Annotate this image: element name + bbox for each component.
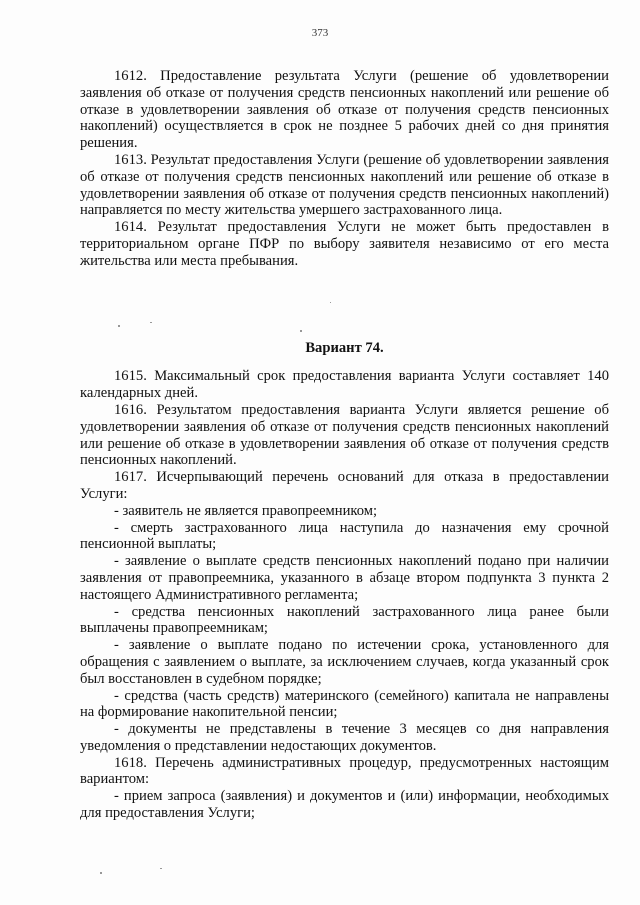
refusal-ground-item: - средства (часть средств) материнского (семейного) капитала не направлены на формирование накопительной пенсии; bbox=[80, 687, 609, 721]
paragraph-1617: 1617. Исчерпывающий перечень оснований для отказа в предоставлении Услуги: bbox=[80, 469, 609, 502]
variant-heading: Вариант 74. bbox=[305, 339, 384, 356]
scan-speck bbox=[330, 302, 331, 303]
paragraph-1612: 1612. Предоставление результата Услуги (решение об удовлетворении заявления об отказе от получения средств пенсионных накоплений или решение об отказе в удовлетворении заявления об отказе от получения средств пенсионных накоплений) осуществляется в срок не позднее 5 рабочих дней со дня принятия решения. bbox=[80, 68, 609, 152]
refusal-ground-item: - документы не представлены в течение 3 месяцев со дня направления уведомления о представлении недостающих документов. bbox=[80, 721, 609, 754]
scan-speck bbox=[100, 872, 102, 874]
refusal-ground-item: - средства пенсионных накоплений застрахованного лица ранее были выплачены правопреемникам; bbox=[80, 603, 609, 637]
paragraph-1614: 1614. Результат предоставления Услуги не может быть предоставлен в территориальном органе ПФР по выбору заявителя независимо от его места жительства или места пребывания. bbox=[80, 219, 609, 269]
paragraph-1613: 1613. Результат предоставления Услуги (решение об удовлетворении заявления об отказе от получения средств пенсионных накоплений или решение об отказе в удовлетворении заявления об отказе от получения средств пенсионных накоплений) направляется по месту жительства умершего застрахованного лица. bbox=[80, 151, 609, 219]
refusal-ground-item: - смерть застрахованного лица наступила до назначения ему срочной пенсионной выплаты; bbox=[80, 519, 609, 553]
scan-speck bbox=[160, 868, 162, 869]
procedure-item: - прием запроса (заявления) и документов и (или) информации, необходимых для предоставления Услуги; bbox=[80, 788, 609, 822]
page-number: 373 bbox=[311, 27, 329, 39]
refusal-ground-item: - заявитель не является правопреемником; bbox=[114, 502, 378, 519]
paragraph-1616: 1616. Результатом предоставления варианта Услуги является решение об удовлетворении заявления об отказе от получения средств пенсионных накоплений или решение об отказе в удовлетворении заявления об отказе от получения средств пенсионных накоплений. bbox=[80, 401, 609, 469]
scan-speck bbox=[118, 325, 120, 327]
refusal-ground-item: - заявление о выплате подано по истечении срока, установленного для обращения с заявлением о выплате, за исключением случаев, когда указанный срок был восстановлен в судебном порядке; bbox=[80, 637, 609, 687]
scan-speck bbox=[150, 322, 152, 323]
scan-speck bbox=[300, 330, 302, 332]
refusal-ground-item: - заявление о выплате средств пенсионных накоплений подано при наличии заявления от правопреемника, указанного в абзаце втором подпункта 3 пункта 2 настоящего Административного регламента; bbox=[80, 553, 609, 603]
paragraph-1615: 1615. Максимальный срок предоставления варианта Услуги составляет 140 календарных дней. bbox=[80, 368, 609, 402]
document-body bbox=[80, 68, 609, 822]
paragraph-1618: 1618. Перечень административных процедур, предусмотренных настоящим вариантом: bbox=[80, 754, 609, 788]
